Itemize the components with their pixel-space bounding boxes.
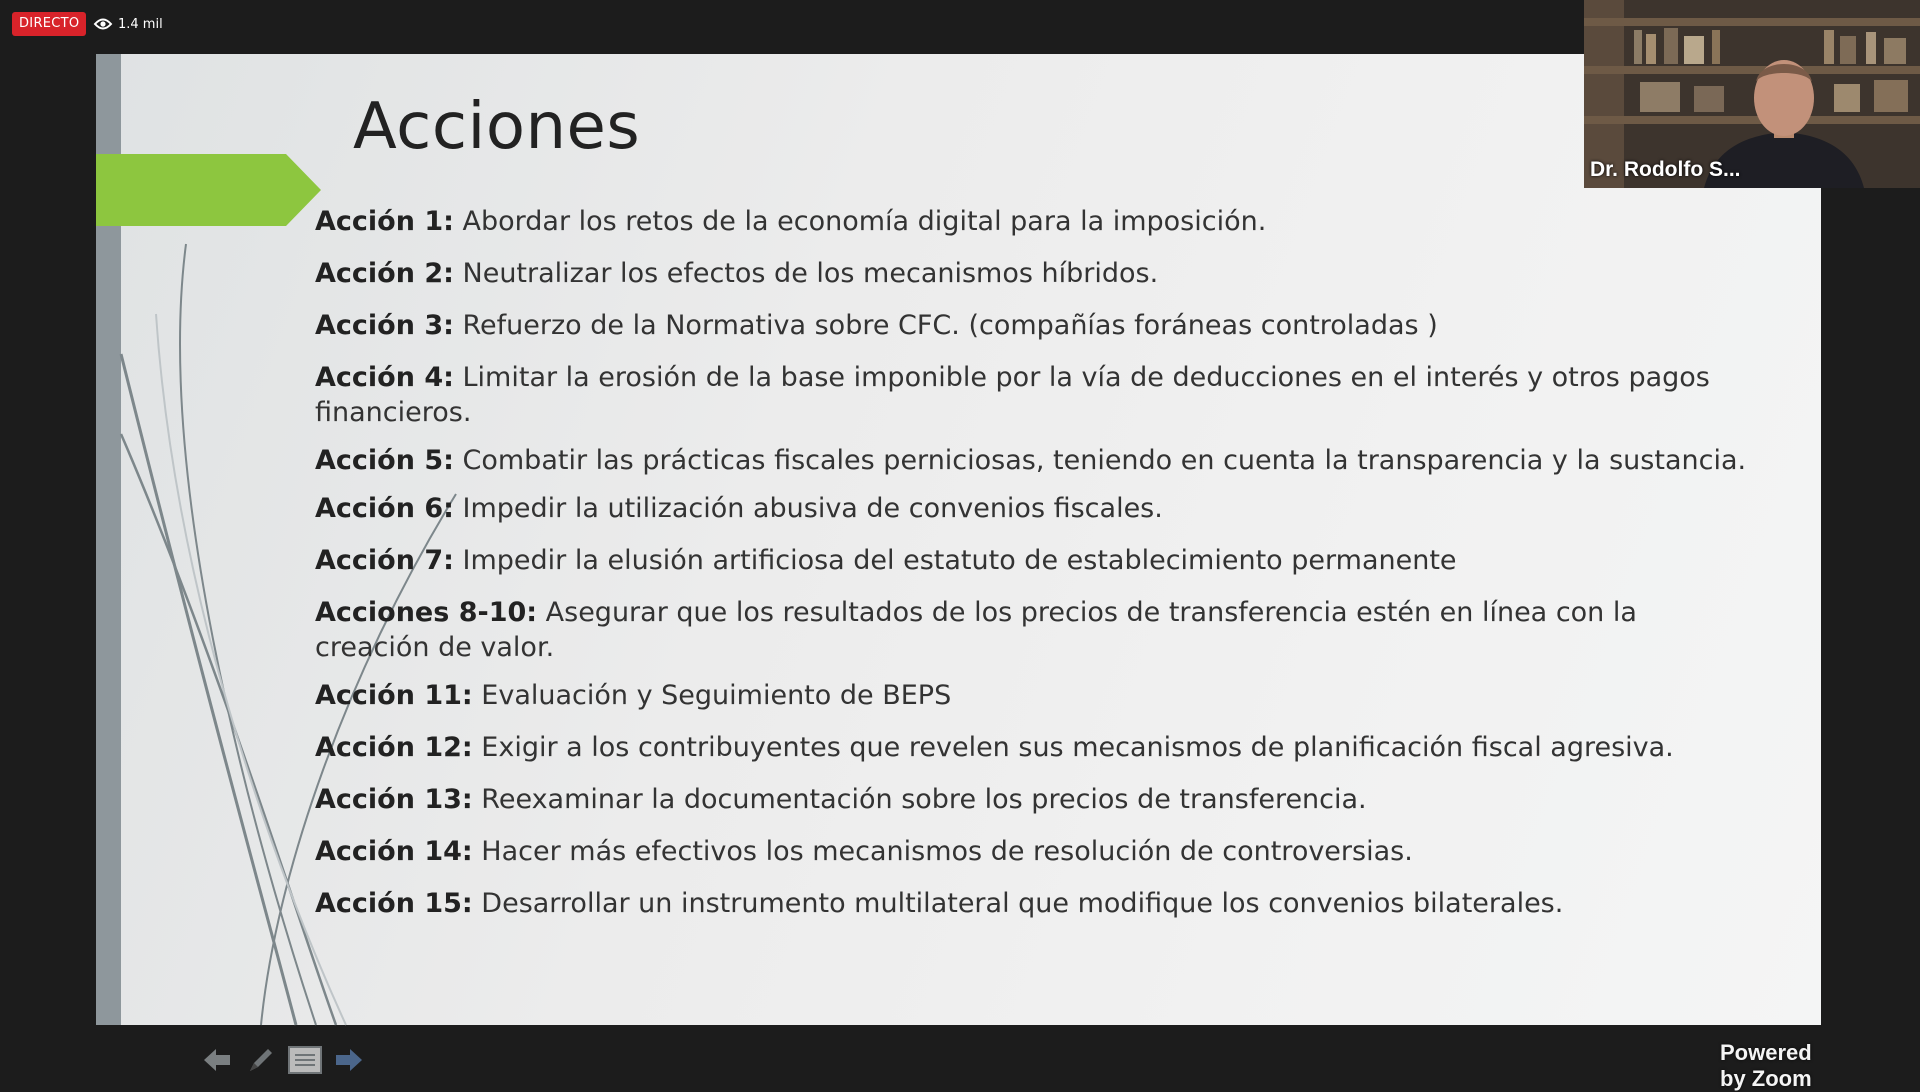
action-item <box>315 595 1755 665</box>
green-arrow-accent <box>96 154 321 226</box>
action-item <box>315 308 1755 343</box>
action-label: Acción 11: <box>315 680 473 711</box>
action-item <box>315 256 1755 291</box>
action-label: Acción 6: <box>315 493 454 524</box>
action-text: Combatir las prácticas fiscales perniciosas, teniendo en cuenta la transparencia y la sustancia. <box>453 445 1747 476</box>
action-label: Acción 3: <box>315 310 454 341</box>
action-text: Refuerzo de la Normativa sobre CFC. (compañías foráneas controladas ) <box>453 310 1438 341</box>
slide-title: Acciones <box>353 90 641 164</box>
action-label: Acción 12: <box>315 732 473 763</box>
action-item <box>315 360 1755 430</box>
viewer-count <box>94 12 163 36</box>
action-item <box>315 834 1755 869</box>
action-label: Acción 5: <box>315 445 454 476</box>
speaker-name-label: Dr. Rodolfo S... <box>1590 158 1741 181</box>
action-label: Acción 15: <box>315 888 473 919</box>
action-text: Hacer más efectivos los mecanismos de resolución de controversias. <box>472 836 1413 867</box>
eye-icon <box>94 18 112 30</box>
powered-by-zoom: Powered by Zoom <box>1720 1040 1812 1091</box>
action-label: Acción 1: <box>315 206 454 237</box>
action-label: Acción 7: <box>315 545 454 576</box>
presentation-slide <box>96 54 1821 1091</box>
actions-list <box>315 204 1755 938</box>
action-item <box>315 543 1755 578</box>
action-item <box>315 782 1755 817</box>
pen-icon[interactable] <box>244 1043 278 1077</box>
action-label: Acción 14: <box>315 836 473 867</box>
action-label: Acción 13: <box>315 784 473 815</box>
action-text: Impedir la elusión artificiosa del estatuto de establecimiento permanente <box>453 545 1457 576</box>
speaker-video-tile[interactable] <box>1584 0 1920 188</box>
action-text: Impedir la utilización abusiva de convenios fiscales. <box>453 493 1163 524</box>
action-text: Limitar la erosión de la base imponible por la vía de deducciones en el interés y otros pagos financieros. <box>315 362 1710 428</box>
action-text: Reexaminar la documentación sobre los precios de transferencia. <box>472 784 1367 815</box>
action-item <box>315 886 1755 921</box>
action-item <box>315 443 1755 478</box>
action-text: Evaluación y Seguimiento de BEPS <box>472 680 952 711</box>
viewer-count-label: 1.4 mil <box>118 16 163 32</box>
arrow-left-icon[interactable] <box>200 1043 234 1077</box>
action-item <box>315 678 1755 713</box>
action-label: Acción 2: <box>315 258 454 289</box>
arrow-right-icon[interactable] <box>332 1043 366 1077</box>
action-text: Abordar los retos de la economía digital para la imposición. <box>453 206 1267 237</box>
action-item <box>315 730 1755 765</box>
action-label: Acciones 8-10: <box>315 597 538 628</box>
action-text: Desarrollar un instrumento multilateral que modifique los convenios bilaterales. <box>472 888 1564 919</box>
action-item <box>315 491 1755 526</box>
action-text: Neutralizar los efectos de los mecanismos híbridos. <box>453 258 1159 289</box>
action-text: Asegurar que los resultados de los precios de transferencia estén en línea con la creación de valor. <box>315 597 1637 663</box>
action-label: Acción 4: <box>315 362 454 393</box>
action-text: Exigir a los contribuyentes que revelen sus mecanismos de planificación fiscal agresiva. <box>472 732 1674 763</box>
live-badge: DIRECTO <box>12 12 86 36</box>
action-item <box>315 204 1755 239</box>
slideshow-controls <box>200 1043 366 1077</box>
slide-menu-icon[interactable] <box>288 1043 322 1077</box>
